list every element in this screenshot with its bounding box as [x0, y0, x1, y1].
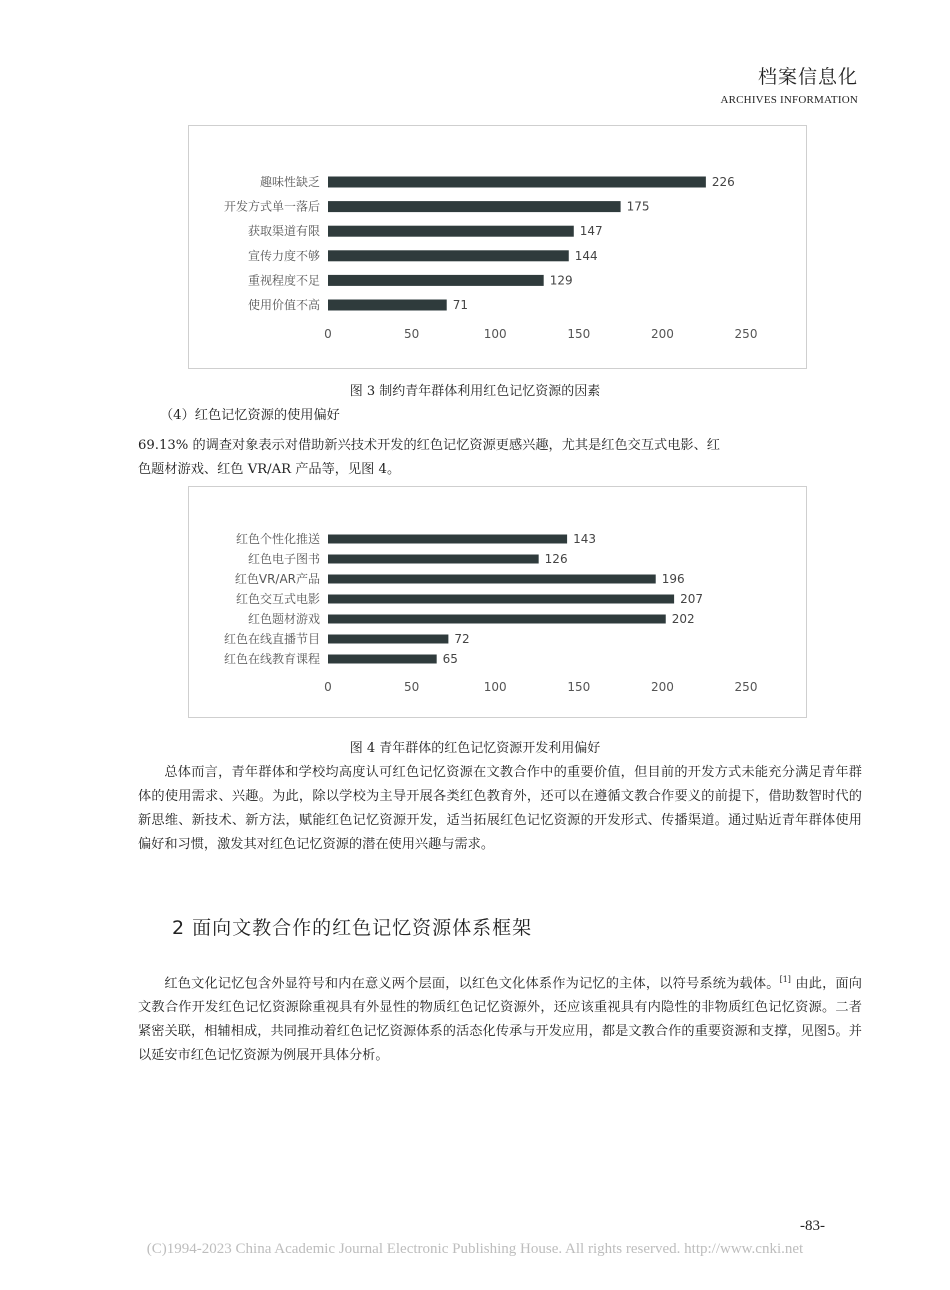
x-tick-label: 0 [324, 327, 332, 341]
bar [328, 635, 448, 644]
page-number: -83- [800, 1218, 825, 1234]
paragraph-3-text [138, 968, 862, 1068]
paragraph-2-text: 总体而言，青年群体和学校均高度认可红色记忆资源在文教合作中的重要价值，但目前的开发方式未能充分满足青年群体的使用需求、兴趣。为此，除以学校为主导开展各类红色教育外，还可以在遵循文教合作要义的前提下，借助数智时代的新思维、新技术、新方法，赋能红色记忆资源开发，适当拓展红色记忆资源的开发形式、传播渠道。通过贴近青年群体使用偏好和习惯，激发其对红色记忆资源的潜在使用兴趣与需求。 [138, 765, 862, 852]
paragraph-3-part-a: 红色文化记忆包含外显符号和内在意义两个层面，以红色文化体系作为记忆的主体，以符号系统为载体。 [164, 976, 780, 992]
paragraph-2 [138, 761, 862, 857]
citation-1: [1] [779, 975, 791, 984]
category-label: 获取渠道有限 [247, 224, 320, 239]
bar [328, 535, 567, 544]
figure-3-svg [189, 126, 806, 368]
bar [328, 575, 656, 584]
journal-title-en: ARCHIVES INFORMATION [720, 94, 858, 106]
figure-3-caption: 图 3 制约青年群体利用红色记忆资源的因素 [349, 384, 601, 399]
data-label: 226 [711, 175, 735, 189]
data-label: 65 [442, 652, 458, 666]
category-label: 红色题材游戏 [247, 612, 320, 626]
section-2-title: 2 面向文教合作的红色记忆资源体系框架 [172, 917, 533, 939]
category-label: 红色在线直播节目 [223, 632, 320, 646]
figure-4-svg [189, 487, 806, 717]
data-label: 143 [573, 532, 597, 546]
journal-title-cn: 档案信息化 [757, 66, 858, 88]
paragraph-1-line-1: 69.13% 的调查对象表示对借助新兴技术开发的红色记忆资源更感兴趣，尤其是红色交互式电影、红 [138, 438, 720, 453]
bar [328, 177, 706, 188]
category-label: 红色在线教育课程 [223, 652, 320, 666]
paragraph-3-part-b: 由此，面向文教合作开发红色记忆资源除重视具有外显性的物质红色记忆资源外，还应该重视具有内隐性的非物质红色记忆资源。二者紧密关联，相辅相成，共同推动着红色记忆资源体系的活态化传承与开发应用，都是文教合作的重要资源和支撑，见图5。并以延安市红色记忆资源为例展开具体分析。 [138, 976, 862, 1064]
data-label: 126 [544, 552, 568, 566]
bar [328, 615, 666, 624]
data-label: 147 [579, 224, 603, 239]
category-label: 红色VR/AR产品 [234, 572, 320, 586]
data-label: 202 [671, 612, 695, 626]
data-label: 71 [452, 298, 468, 312]
category-label: 红色电子图书 [247, 552, 320, 566]
figure-3-chart [188, 125, 807, 369]
data-label: 72 [454, 632, 470, 646]
subheading-4: （4）红色记忆资源的使用偏好 [160, 408, 340, 423]
x-tick-label: 0 [324, 680, 332, 694]
data-label: 196 [661, 572, 685, 586]
x-tick-label: 100 [483, 680, 507, 694]
paragraph-1-line-2: 色题材游戏、红色 VR/AR 产品等，见图 4。 [138, 462, 401, 477]
bar [328, 226, 574, 237]
copyright-watermark: (C)1994-2023 China Academic Journal Electronic Publishing House. All rights reserved. http://www.cnki.net [146, 1241, 804, 1257]
data-label: 129 [549, 273, 573, 288]
bar [328, 555, 539, 564]
x-tick-label: 50 [403, 327, 420, 341]
data-label: 207 [680, 592, 704, 606]
category-label: 开发方式单一落后 [223, 199, 320, 214]
x-tick-label: 100 [483, 327, 507, 341]
data-label: 175 [626, 199, 650, 214]
category-label: 重视程度不足 [247, 273, 320, 288]
category-label: 趣味性缺乏 [259, 175, 320, 189]
bar [328, 201, 621, 212]
x-tick-label: 200 [650, 327, 674, 341]
x-tick-label: 50 [403, 680, 420, 694]
category-label: 宣传力度不够 [247, 248, 320, 263]
data-label: 144 [574, 248, 598, 263]
category-label: 使用价值不高 [247, 298, 320, 312]
bar [328, 250, 569, 261]
figure-4-caption: 图 4 青年群体的红色记忆资源开发利用偏好 [349, 741, 601, 756]
paragraph-3 [138, 968, 862, 1068]
x-tick-label: 250 [734, 327, 758, 341]
x-tick-label: 150 [567, 680, 591, 694]
bar [328, 655, 437, 664]
x-tick-label: 200 [650, 680, 674, 694]
figure-4-chart [188, 486, 807, 718]
bar [328, 275, 544, 286]
x-tick-label: 150 [567, 327, 591, 341]
x-tick-label: 250 [734, 680, 758, 694]
bar [328, 300, 447, 311]
category-label: 红色个性化推送 [235, 532, 320, 546]
category-label: 红色交互式电影 [235, 592, 320, 606]
bar [328, 595, 674, 604]
